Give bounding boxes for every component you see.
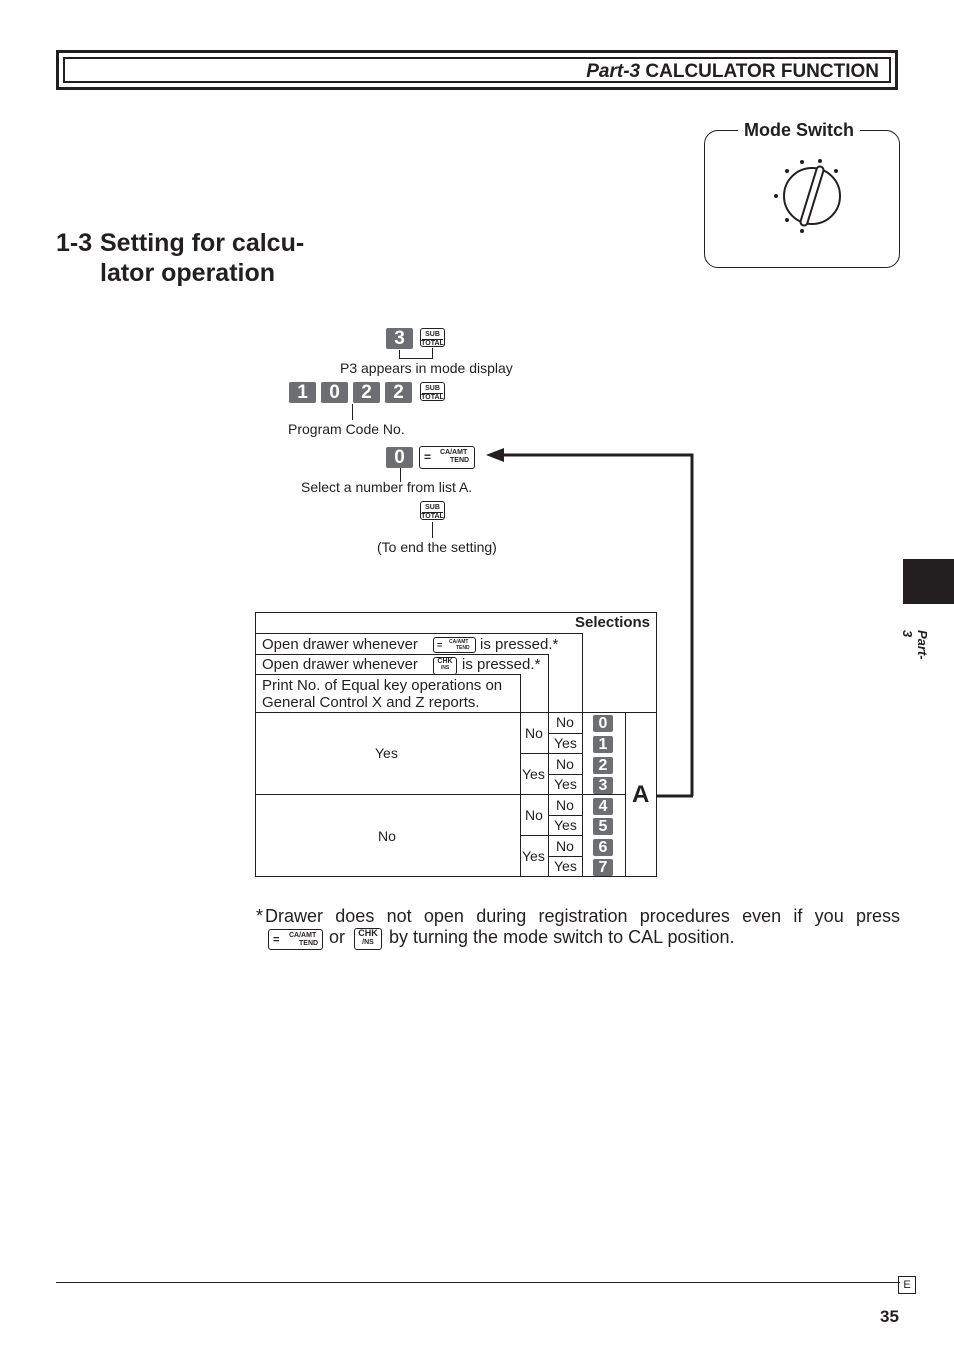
key-0: 0 — [321, 382, 348, 403]
step4-caption: (To end the setting) — [377, 539, 497, 555]
header-bar — [56, 50, 898, 90]
table-header-selections: Selections — [575, 614, 651, 631]
value-key-1: 1 — [593, 736, 613, 753]
tbl-line — [582, 633, 583, 877]
ca-amt-label: CA/AMT — [440, 449, 468, 456]
ca-amt-tend-key-icon — [268, 929, 323, 950]
row1-text-post: is pressed.* — [480, 636, 559, 653]
side-part-label: Part-3 — [900, 630, 930, 660]
mid-1: Yes — [522, 766, 545, 782]
mid-3: Yes — [522, 848, 545, 864]
subtotal-key-top: SUB — [422, 331, 443, 340]
tend-label: TEND — [450, 457, 470, 464]
section-number: 1-3 — [56, 229, 93, 257]
outer-no: No — [378, 828, 396, 844]
value-key-4: 4 — [593, 798, 613, 815]
ca-amt-tend-key-icon — [419, 446, 475, 469]
tend-label: TEND — [299, 940, 319, 947]
step1-caption: P3 appears in mode display — [340, 360, 513, 376]
section-title-line1: Setting for calcu- — [100, 229, 305, 257]
ns-label: /NS — [440, 665, 450, 671]
key-2: 2 — [353, 382, 380, 403]
list-a-label: A — [632, 781, 650, 808]
key-0: 0 — [386, 447, 413, 468]
header-part: Part-3 — [586, 61, 641, 82]
subtotal-key-bottom: TOTAL — [421, 340, 444, 347]
step2-caption: Program Code No. — [288, 421, 405, 437]
subtotal-key-top: SUB — [422, 504, 443, 513]
ca-amt-tend-key-icon — [433, 637, 476, 653]
tbl-line — [255, 633, 583, 634]
header-title-text: CALCULATOR FUNCTION — [645, 61, 879, 82]
bracket-bottom — [399, 358, 433, 359]
page-number: 35 — [880, 1307, 899, 1326]
tbl-line — [520, 674, 521, 877]
chk-ns-key-icon — [433, 657, 457, 675]
ca-amt-label: CA/AMT — [289, 932, 317, 939]
tbl-line — [520, 753, 582, 754]
row3-line2: General Control X and Z reports. — [262, 694, 480, 711]
header-inner-frame — [63, 57, 891, 83]
row1-text-pre: Open drawer whenever — [262, 636, 418, 653]
row3-line1: Print No. of Equal key operations on — [262, 677, 503, 694]
side-tab-marker — [903, 559, 954, 604]
step3-caption: Select a number from list A. — [301, 479, 473, 495]
tbl-line — [255, 794, 625, 795]
subtotal-key-top: SUB — [422, 385, 443, 394]
language-badge: E — [898, 1276, 916, 1294]
row3-text — [262, 677, 502, 711]
value-key-7: 7 — [593, 859, 613, 876]
inner-0: No — [556, 714, 574, 730]
subtotal-key-icon — [420, 382, 445, 401]
tbl-line — [255, 712, 657, 713]
mid-2: No — [525, 807, 543, 823]
footnote-line2-text: by turning the mode switch to CAL position. — [389, 927, 735, 947]
value-key-3: 3 — [593, 777, 613, 794]
subtotal-key-bottom: TOTAL — [421, 513, 444, 520]
chk-label: CHK — [358, 928, 378, 938]
tbl-line — [548, 654, 549, 877]
value-key-6: 6 — [593, 839, 613, 856]
mid-0: No — [525, 725, 543, 741]
inner-7: Yes — [554, 858, 577, 874]
header-title — [586, 61, 879, 83]
chk-ns-key-icon — [354, 928, 382, 950]
footnote-line2 — [256, 927, 900, 949]
inner-2: No — [556, 756, 574, 772]
value-key-5: 5 — [593, 818, 613, 835]
inner-4: No — [556, 797, 574, 813]
row2-text-pre: Open drawer whenever — [262, 656, 418, 673]
tbl-line — [548, 815, 582, 816]
tend-label: TEND — [456, 645, 470, 651]
eq-sign: = — [437, 640, 443, 650]
inner-3: Yes — [554, 776, 577, 792]
section-title-line2: lator operation — [100, 259, 276, 287]
section-title — [56, 228, 304, 288]
value-key-2: 2 — [593, 757, 613, 774]
tbl-line — [255, 674, 520, 675]
ca-amt-label: CA/AMT — [449, 639, 469, 645]
ns-label: /NS — [362, 939, 374, 946]
row2-text-post: is pressed.* — [462, 656, 541, 673]
key-2b: 2 — [385, 382, 412, 403]
subtotal-key-icon — [420, 328, 445, 347]
footnote — [256, 906, 900, 949]
footnote-line1: * Drawer does not open during registration procedures even if you press — [256, 906, 900, 926]
mode-switch-label: Mode Switch — [738, 120, 860, 141]
footnote-or: or — [329, 927, 346, 947]
tbl-line — [625, 712, 626, 877]
value-key-0: 0 — [593, 715, 613, 732]
step2-connector — [352, 404, 353, 420]
tbl-line — [548, 733, 582, 734]
mode-switch-dial-icon — [770, 156, 850, 236]
inner-5: Yes — [554, 817, 577, 833]
footer-rule — [56, 1282, 900, 1283]
step4-connector — [432, 522, 433, 538]
tbl-line — [255, 654, 548, 655]
chk-label: CHK — [437, 658, 453, 665]
subtotal-key-bottom: TOTAL — [421, 394, 444, 401]
inner-6: No — [556, 838, 574, 854]
eq-sign: = — [273, 934, 280, 946]
subtotal-key-icon — [420, 501, 445, 520]
tbl-line — [548, 774, 582, 775]
outer-yes: Yes — [375, 745, 398, 761]
tbl-line — [520, 835, 582, 836]
footnote-line1-text: Drawer does not open during registration procedures even if you press — [265, 906, 900, 926]
key-3: 3 — [386, 328, 413, 349]
key-1: 1 — [289, 382, 316, 403]
eq-sign: = — [424, 450, 432, 464]
tbl-line — [548, 856, 582, 857]
inner-1: Yes — [554, 735, 577, 751]
